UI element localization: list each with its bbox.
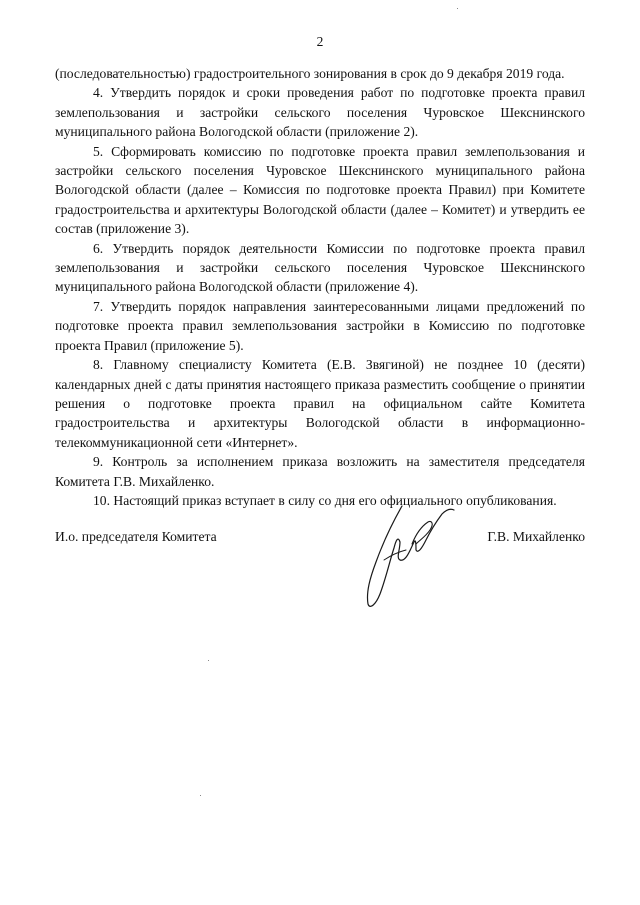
scan-speck xyxy=(208,660,209,661)
paragraph-item-10: 10. Настоящий приказ вступает в силу со дня его официального опубликования. xyxy=(93,492,557,508)
scan-speck xyxy=(457,8,458,9)
document-body xyxy=(55,64,585,510)
paragraph-item-5: 5. Сформировать комиссию по подготовке проекта правил землепользования и застройки сельского поселения Чуровское Шекснинского муниципального района Вологодской области (далее – Комиссия по подготовке проекта Правил) при Комитете градостроительства и архитектуры Вологодской области (далее – Комитет) и утвердить ее состав (приложение 3). xyxy=(55,143,585,237)
page-number: 2 xyxy=(316,34,324,49)
signatory-position: И.о. председателя Комитета xyxy=(55,529,217,544)
paragraph-continuation: (последовательностью) градостроительного зонирования в срок до 9 декабря 2019 года. xyxy=(55,66,565,81)
paragraph-item-7: 7. Утвердить порядок направления заинтересованными лицами предложений по подготовке проекта правил землепользования застройки в Комиссию по подготовке проекта Правил (приложение 5). xyxy=(55,298,585,353)
paragraph-item-9: 9. Контроль за исполнением приказа возложить на заместителя председателя Комитета Г.В. Михайленко. xyxy=(55,454,585,489)
signatory-name: Г.В. Михайленко xyxy=(487,529,585,544)
scan-speck xyxy=(200,795,201,796)
handwritten-signature xyxy=(350,500,460,612)
paragraph-item-4: 4. Утвердить порядок и сроки проведения работ по подготовке проекта правил землепользования и застройки сельского поселения Чуровское Шекснинского муниципального района Вологодской области (приложение 2). xyxy=(55,85,585,140)
paragraph-item-8: 8. Главному специалисту Комитета (Е.В. Звягиной) не позднее 10 (десяти) календарных дней с даты принятия настоящего приказа разместить сообщение о принятии решения о подготовке проекта правил на официальном сайте Комитета градостроительства и архитектуры Вологодской области в информационно-телекоммуникационной сети «Интернет». xyxy=(55,357,585,450)
paragraph-item-6: 6. Утвердить порядок деятельности Комиссии по подготовке проекта правил землепользования и застройки сельского поселения Чуровское Шекснинского муниципального района Вологодской области (приложение 4). xyxy=(55,240,585,295)
